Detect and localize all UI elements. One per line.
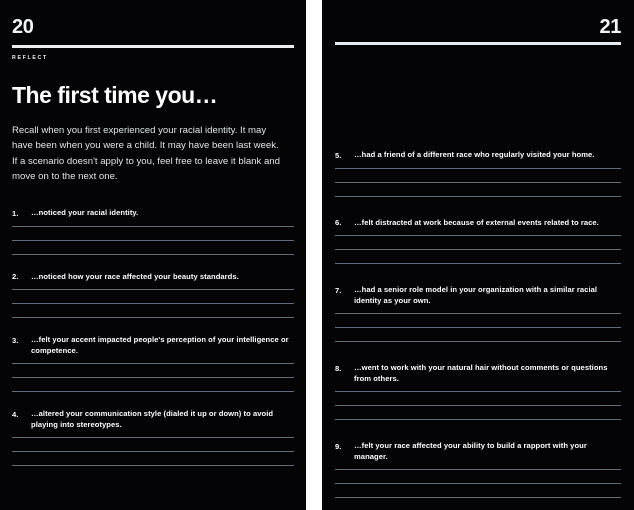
page-title: The first time you…	[12, 82, 218, 108]
writing-lines[interactable]	[335, 391, 621, 420]
writing-line[interactable]	[12, 437, 294, 438]
writing-lines[interactable]	[335, 313, 621, 342]
writing-lines[interactable]	[12, 289, 294, 318]
page-gutter	[306, 0, 322, 510]
prompt-number: 6.	[335, 218, 342, 227]
page-number-right: 21	[599, 16, 621, 38]
writing-line[interactable]	[12, 451, 294, 452]
prompt-item	[335, 149, 621, 197]
prompt-item	[335, 362, 621, 420]
section-kicker: REFLECT	[12, 55, 48, 61]
prompt-heading	[335, 284, 621, 306]
writing-line[interactable]	[335, 249, 621, 250]
page-left	[0, 0, 306, 510]
writing-line[interactable]	[12, 240, 294, 241]
writing-line[interactable]	[335, 405, 621, 406]
page-left-header	[12, 0, 294, 61]
prompt-number: 7.	[335, 285, 342, 295]
prompt-heading	[12, 271, 294, 283]
prompt-number: 2.	[12, 272, 19, 282]
writing-line[interactable]	[335, 168, 621, 169]
page-right-header	[335, 0, 621, 45]
writing-line[interactable]	[12, 317, 294, 318]
writing-line[interactable]	[335, 483, 621, 484]
prompt-text: …altered your communication style (dialed it up or down) to avoid playing into stereotypes.	[31, 409, 274, 430]
writing-line[interactable]	[335, 313, 621, 314]
writing-line[interactable]	[12, 391, 294, 392]
writing-line[interactable]	[12, 289, 294, 290]
prompt-item	[335, 284, 621, 342]
prompt-text: …noticed your racial identity.	[31, 208, 139, 218]
prompt-text: …noticed how your race affected your beauty standards.	[31, 271, 239, 281]
writing-line[interactable]	[335, 341, 621, 342]
prompt-item	[335, 440, 621, 498]
intro-paragraph: Recall when you first experienced your racial identity. It may have been when you were a child. It may have been last week. If a scenario doesn't apply to you, feel free to leave it blank and move on to the next one.	[12, 124, 280, 183]
writing-line[interactable]	[12, 363, 294, 364]
prompt-heading	[12, 408, 294, 430]
prompt-list-left	[12, 207, 294, 466]
writing-line[interactable]	[335, 419, 621, 420]
prompt-heading	[335, 362, 621, 384]
prompt-item	[335, 217, 621, 265]
writing-line[interactable]	[12, 303, 294, 304]
writing-line[interactable]	[12, 465, 294, 466]
header-rule-left	[12, 45, 294, 48]
prompt-text: …had a friend of a different race who regularly visited your home.	[354, 150, 595, 159]
prompt-heading	[335, 217, 621, 229]
writing-line[interactable]	[335, 235, 621, 236]
prompt-text: …felt your race affected your ability to build a rapport with your manager.	[354, 441, 587, 461]
writing-lines[interactable]	[12, 363, 294, 392]
prompt-number: 4.	[12, 409, 19, 419]
writing-line[interactable]	[335, 263, 621, 264]
header-rule-right	[335, 42, 621, 45]
writing-line[interactable]	[335, 327, 621, 328]
prompt-item	[12, 334, 294, 392]
writing-line[interactable]	[12, 254, 294, 255]
prompt-item	[12, 207, 294, 255]
prompt-list-right	[335, 45, 621, 498]
prompt-number: 3.	[12, 335, 19, 345]
prompt-text: …felt your accent impacted people's perception of your intelligence or competence.	[31, 335, 289, 356]
page-number-left: 20	[12, 16, 34, 38]
prompt-heading	[12, 207, 294, 219]
writing-line[interactable]	[335, 469, 621, 470]
prompt-heading	[335, 149, 621, 161]
prompt-number: 1.	[12, 208, 19, 218]
prompt-item	[12, 408, 294, 466]
prompt-text: …went to work with your natural hair without comments or questions from others.	[354, 363, 608, 383]
prompt-item	[12, 271, 294, 319]
writing-line[interactable]	[12, 377, 294, 378]
prompt-number: 8.	[335, 363, 342, 373]
writing-lines[interactable]	[12, 226, 294, 255]
writing-line[interactable]	[335, 196, 621, 197]
prompt-heading	[12, 334, 294, 356]
writing-line[interactable]	[12, 226, 294, 227]
prompt-text: …had a senior role model in your organization with a similar racial identity as your own.	[354, 285, 598, 305]
writing-line[interactable]	[335, 497, 621, 498]
writing-line[interactable]	[335, 182, 621, 183]
writing-lines[interactable]	[335, 168, 621, 197]
writing-line[interactable]	[335, 391, 621, 392]
prompt-heading	[335, 440, 621, 462]
prompt-number: 5.	[335, 150, 342, 160]
prompt-text: …felt distracted at work because of external events related to race.	[354, 217, 599, 227]
page-right	[322, 0, 634, 510]
prompt-number: 9.	[335, 441, 342, 451]
writing-lines[interactable]	[335, 235, 621, 264]
writing-lines[interactable]	[335, 469, 621, 498]
writing-lines[interactable]	[12, 437, 294, 466]
